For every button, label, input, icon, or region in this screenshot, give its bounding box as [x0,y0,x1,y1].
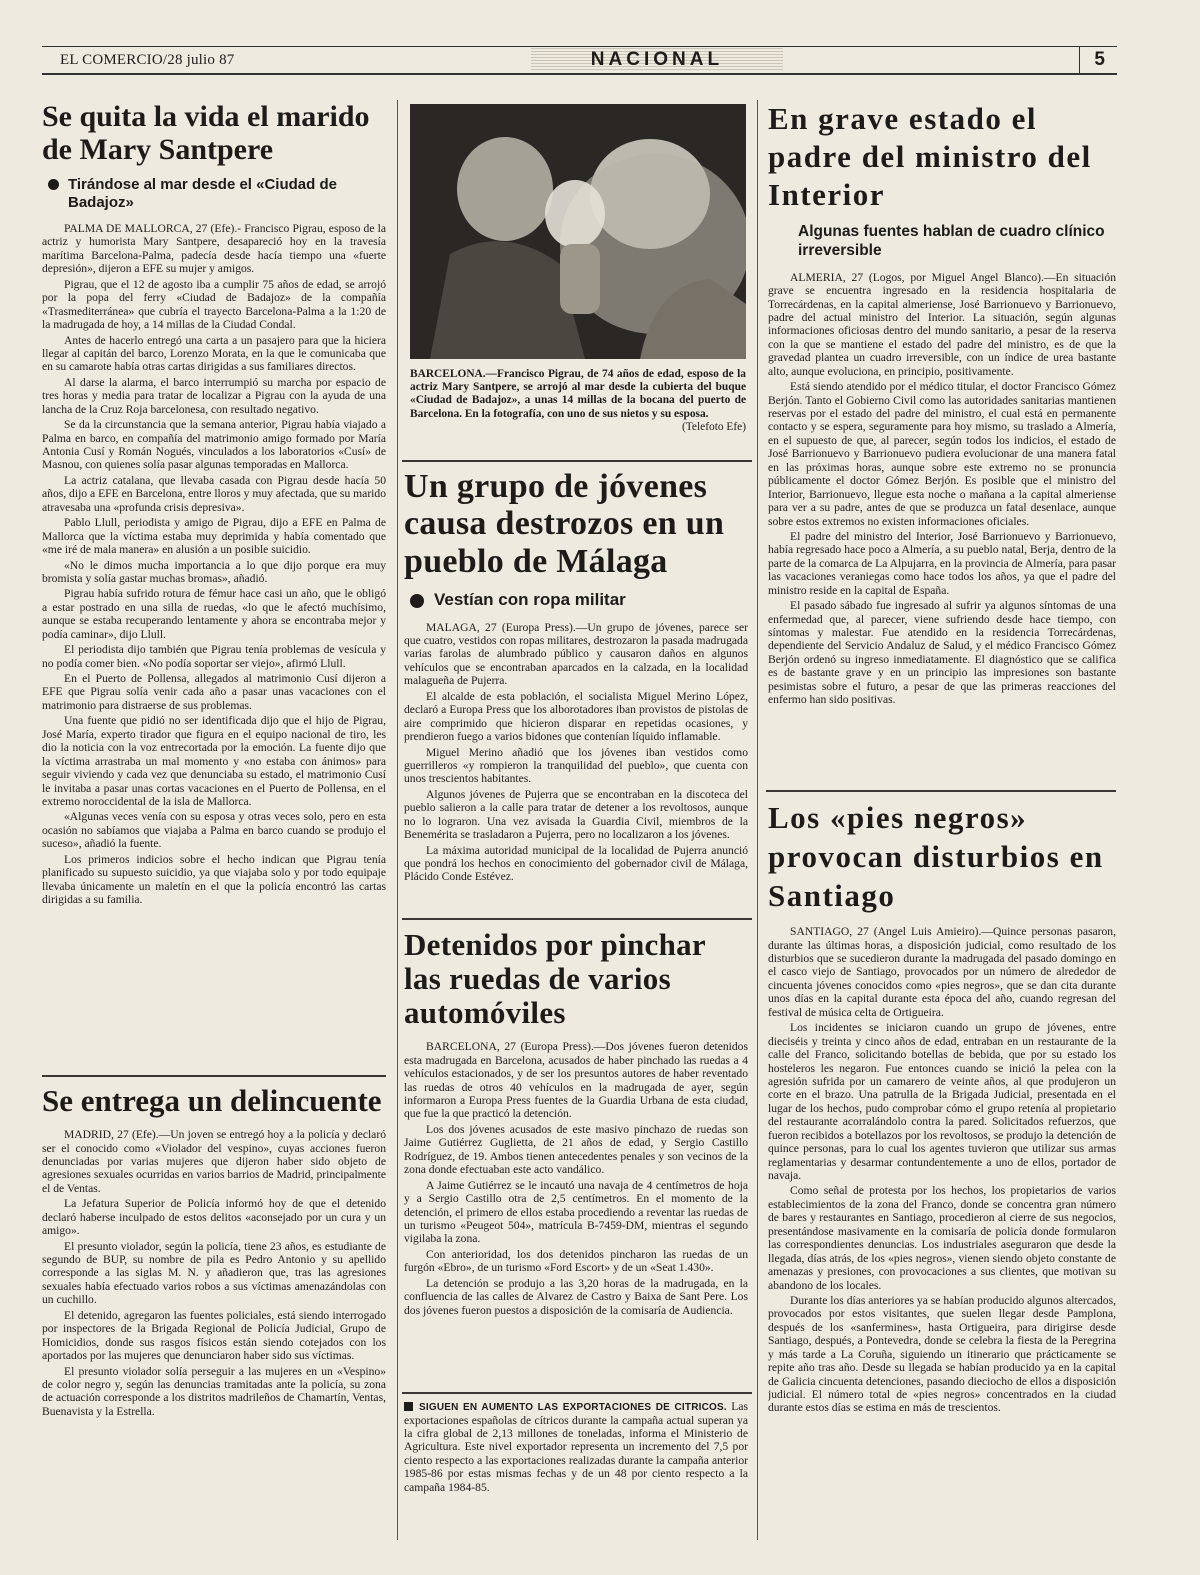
news-brief [404,1400,748,1540]
article-separator [766,790,1116,792]
article-headline: Se quita la vida el marido de Mary Santpere [42,100,370,166]
news-photo [410,104,746,359]
column-divider [397,100,398,1540]
paragraph: Pigrau había sufrido rotura de fémur hace casi un año, que le obligó a estar postrado en una silla de ruedas, «lo que le afectó muchísimo, aunque se estaba recuperando lentamente y ahora se encontraba mejor y podía caminar», dijo Llull. [42,587,386,641]
brief-body [404,1400,748,1494]
article-subhead [42,176,386,212]
paragraph: En el Puerto de Pollensa, allegados al matrimonio Cusí dijeron a EFE que Pigrau solía venir cada año a pasar unas vacaciones con el matrimonio para distraerse de sus problemas. [42,672,386,712]
paragraph: La detención se produjo a las 3,20 horas de la madrugada, en la confluencia de las calles de Alvarez de Castro y Baixa de Sant Pere. Los dos jóvenes fueron puestos a disposición de la comisaría de Audiencia. [404,1276,748,1317]
article-separator [402,460,752,462]
paragraph: El presunto violador, según la policía, tiene 23 años, es estudiante de segundo de BUP, su nombre de pila es Pedro Antonio y su apellido corresponde a las siglas M. N. y añadieron que, tras las agresiones sexuales había efectuado varios robos a sus víctimas amenazándolas con un cuchillo. [42,1239,386,1307]
article-separator [42,1075,386,1077]
article-separator [402,1392,752,1394]
bullet-icon [48,179,59,190]
paragraph: Miguel Merino añadió que los jóvenes iban vestidos como guerrilleros «y rompieron la tranquilidad del pueblo», que cuenta con unos trescientos habitantes. [404,745,748,786]
paragraph: Algunos jóvenes de Pujerra que se encontraban en la discoteca del pueblo salieron a la calle para tratar de detener a los revoltosos, aunque no lo lograron. Una vez avisada la Guardia Civil, miembros de la Benemérita se trasladaron a Pujerra, pero no localizaron a los jóvenes. [404,787,748,842]
paragraph: El alcalde de esta población, el socialista Miguel Merino López, declaró a Europa Press que los alborotadores iban provistos de pistolas de aire comprimido que hicieron disparar en repetidas ocasiones, y prendieron fuego a varios bidones que contenían líquido inflamable. [404,689,748,744]
paragraph: PALMA DE MALLORCA, 27 (Efe).- Francisco Pigrau, esposo de la actriz y humorista Mary Santpere, desapareció hoy en la travesía marítima Barcelona-Palma, padecía desde hacía tiempo una «fuerte depresión», dijeron a EFE su mujer y amigos. [42,222,386,276]
article-headline: Los «pies negros» provocan disturbios en Santiago [768,800,1104,914]
article-body [768,271,1116,707]
brief-text: Las exportaciones españolas de cítricos durante la campaña actual superan ya la cifra global de 2,13 millones de toneladas, informa el Ministerio de Agricultura. Este nivel exportador representa un incremento del 7,5 por ciento respecto a las exportaciones realizadas durante la campaña anterior 1985-86 por estas mismas fechas y de un 48 por ciento respecto a la campaña 1984-85. [404,1400,748,1494]
paragraph: Los primeros indicios sobre el hecho indican que Pigrau tenía planificado su supuesto suicidio, ya que viajaba solo y por todo equipaje llevaba únicamente un maletín en el que la policía encontró las cartas dirigidas a su familia. [42,852,386,906]
bullet-icon [410,594,424,608]
paragraph: El detenido, agregaron las fuentes policiales, está siendo interrogado por inspectores de la Brigada Regional de Policía Judicial, Grupo de Homicidios, donde sus rasgos físicos están siendo cotejados con los aportados por las mujeres que denunciaron haber sido sus víctimas. [42,1308,386,1363]
subhead-text: Tirándose al mar desde el «Ciudad de Badajoz» [68,176,337,211]
paragraph: Al darse la alarma, el barco interrumpió su marcha por espacio de tres horas y media para tratar de localizar a Pigrau con la ayuda de una lancha de la Cruz Roja barcelonesa, con resultado negativo. [42,375,386,416]
paragraph: «Algunas veces venía con su esposa y otras veces solo, pero en esta ocasión no sabíamos que viajaba a Palma en barco cuando se produjo el suceso», añadió la fuente. [42,810,386,851]
paragraph: Pigrau, que el 12 de agosto iba a cumplir 75 años de edad, se arrojó por la popa del ferry «Ciudad de Badajoz» de la compañía «Trasmediterránea» que cubría el trayecto Barcelona-Palma a la 1:20 de la madrugada de hoy, a 14 millas de la Ciudad Condal. [42,277,386,332]
article-body [404,1040,748,1317]
paragraph: Se da la circunstancia que la semana anterior, Pigrau había viajado a Palma en barco, en compañía del matrimonio amigo formado por María Antonia Cusí y Román Nogués, vinculados a los laboratorios «Cusí» de Masnou, con quienes solía pasar algunas temporadas en Mallorca. [42,418,386,472]
subhead-text: Vestían con ropa militar [434,590,626,610]
photo-illustration [410,104,746,359]
article-headline: En grave estado el padre del ministro del Interior [768,101,1092,212]
article-ministro [768,100,1116,772]
article-headline: Un grupo de jóvenes causa destrozos en un pueblo de Málaga [404,468,725,580]
section-title: NACIONAL [531,48,783,72]
article-malaga [404,468,748,908]
photo-credit: (Telefoto Efe) [681,420,746,433]
caption-text: BARCELONA.—Francisco Pigrau, de 74 años de edad, esposo de la actriz Mary Santpere, se arrojó al mar desde la cubierta del buque «Ciudad de Badajoz», a unas 14 millas de la bocana del puerto de Barcelona. En la fotografía, con uno de sus nietos y su esposa. [410,368,746,420]
article-delincuente [42,1084,386,1534]
square-bullet-icon [404,1402,413,1411]
subhead-text: Algunas fuentes hablan de cuadro clínico irreversible [798,223,1105,260]
paragraph: Con anterioridad, los dos detenidos pincharon las ruedas de un furgón «Ebro», de un turismo «Ford Escort» y de un «Seat 1.430». [404,1247,748,1275]
page-number: 5 [1079,47,1117,73]
paragraph: El presunto violador solía perseguir a las mujeres en un «Vespino» de color negro y, según las denuncias tramitadas ante la policía, su zona de actuación corresponde a los distritos madrileños de Chamartín, Ventas, Buenavista y la Estrella. [42,1364,386,1418]
paragraph: Los dos jóvenes acusados de este masivo pinchazo de ruedas son Jaime Gutiérrez Guglietta, de 21 años de edad, y Sergio Castillo Rodríguez, de 19. Ambos tienen antecedentes penales y son vecinos de la zona donde efectuaban este acto vandálico. [404,1122,748,1177]
paragraph: Una fuente que pidió no ser identificada dijo que el hijo de Pigrau, José María, experto tirador que figura en el equipo nacional de tiro, les dio la noticia con la voz entrecortada por la emoción. La fuente dijo que la víctima arrastraba un mal momento y «no estaba con ánimos» para seguir viviendo y cada vez que denunciaba su estado, el matrimonio Cusí le invitaba a pasar unas cortas vacaciones en el Puerto de Pollensa, en el extremo noroccidental de la isla de Mallorca. [42,714,386,808]
article-body [42,1128,386,1418]
paragraph: MADRID, 27 (Efe).—Un joven se entregó hoy a la policía y declaró ser el conocido como «Violador del vespino», cuyas acciones fueron denunciadas por varias mujeres que dijeron haber sido objeto de agresiones sexuales ocurridas en varios barrios de Madrid, principalmente el de Ventas. [42,1128,386,1195]
paragraph: Antes de hacerlo entregó una carta a un pasajero para que la hiciera llegar al capitán del barco, Lorenzo Morata, en la que le comunicaba que en su camarote había otras cartas dirigidas a sus familiares directos. [42,333,386,374]
paragraph: Pablo Llull, periodista y amigo de Pigrau, dijo a EFE en Palma de Mallorca que la víctima estaba muy deprimida y había comentado que «me iré de mala manera» en alusión a un posible suicidio. [42,516,386,557]
article-headline: Se entrega un delincuente [42,1084,382,1118]
paragraph: El periodista dijo también que Pigrau tenía problemas de vesícula y no podía comer bien. «No podía soportar ser viejo», afirmó Llull. [42,643,386,670]
paragraph: A Jaime Gutiérrez se le incautó una navaja de 4 centímetros de hoja y a Sergio Castillo otra de 2,5 centímetros. En el momento de la detención, el primero de ellos estaba procediendo a reventar las ruedas de un turismo «Peugeot 504», matrícula B-7459-DM, mientras el segundo vigilaba la zona. [404,1178,748,1246]
paragraph: «No le dimos mucha importancia a lo que dijo porque era muy bromista y solía gastar muchas bromas», añadió. [42,558,386,585]
paragraph: Los incidentes se iniciaron cuando un grupo de jóvenes, entre dieciséis y treinta y cinco años de edad, entraban en un restaurante de la calle del Franco, solicitando botellas de bebida, que por su estado los hosteleros les negaron. Fue entonces cuando se inició la pelea con la agresión sufrida por un camarero de veinte años, al que produjeron un corte en el brazo. Una patrulla de la Brigada Judicial, presentada en el lugar de los hechos, pudo comprobar cómo el grupo retenía al propietario del restaurante acorralándolo contra la pared. Solicitados refuerzos, que fueron recibidos a botellazos por los revoltosos, se produjo la detención de quince personas, para lo cual los agentes tuvieron que utilizar sus armas reglamentarias y desarmar contundentemente a uno de ellos, portador de navaja. [768,1021,1116,1183]
article-separator [402,918,752,920]
newspaper-date: EL COMERCIO/28 julio 87 [60,51,235,68]
page-header [42,46,1117,75]
paragraph: El padre del ministro del Interior, José Barrionuevo y Barrionuevo, había regresado hace poco a Almería, a su pueblo natal, Berja, dentro de la parte de la comarca de La Alpujarra, en la provincia de Almería, para pasar las vacaciones veraniegas como hace todos los años, ya que el padre del ministro reside en la capital de España. [768,529,1116,597]
paragraph: ALMERIA, 27 (Logos, por Miguel Angel Blanco).—En situación grave se encuentra ingresado en la residencia hospitalaria de Torrecárdenas, en la capital almeriense, José Barrionuevo y Barrionuevo, padre del actual ministro del Interior. La situación, según algunas informaciones oficiosas dentro del mundo sanitario, a pesar de la reserva con la que se mantiene el estado del padre del ministro, es de que la gravedad plantea un cuadro irreversible, con un índice de urea bastante alto, aunque evoluciona, en principio, positivamente. [768,270,1116,378]
article-body [768,925,1116,1415]
paragraph: Como señal de protesta por los hechos, los propietarios de varios establecimientos de la zona del Franco, donde se concentra gran número de bares y restaurantes en Santiago, procedieron al cierre de sus negocios, presentándose masivamente en la comisaría de policía donde formularon las correspondientes denuncias. Los industriales aseguraron que desde la llegada, días atrás, de los «pies negros», vienen siendo objeto constante de amenazas y presiones, con provocaciones a sus clientes, que motivan su abandono de los locales. [768,1184,1116,1292]
article-headline: Detenidos por pinchar las ruedas de varios automóviles [404,928,706,1031]
paragraph: La Jefatura Superior de Policía informó hoy de que el detenido declaró haberse inculpado de estos delitos «aconsejado por un cura y un amigo». [42,1197,386,1238]
brief-heading: SIGUEN EN AUMENTO LAS EXPORTACIONES DE CITRICOS. [419,1402,727,1413]
article-body [42,222,386,906]
article-body [404,621,748,884]
paragraph: El pasado sábado fue ingresado al sufrir ya algunos síntomas de una enfermedad que, al parecer, viene sufriendo desde hace tiempo, con síntomas y malestar. Fue atendido en la residencia Torrecárdenas, dependiente del Servicio Andaluz de Salud, y el médico Francisco Gómez Berjón ordenó su ingreso inmediatamente. El diagnóstico que se califica es de bastante grave y en un principio las impresiones son bastante pesimistas sobre el futuro, a pesar de que las primeras reacciones del enfermo han sido positivas. [768,599,1116,707]
photo-caption [410,368,746,434]
article-subhead [768,223,1116,260]
paragraph: La actriz catalana, que llevaba casada con Pigrau desde hacía 50 años, dijo a EFE en Barcelona, entre lloros y muy afectada, que su marido atravesaba una «profunda crisis depresiva». [42,473,386,514]
paragraph: SANTIAGO, 27 (Angel Luis Amieiro).—Quince personas pasaron, durante las últimas horas, a disposición judicial, como resultado de los disturbios que se sucedieron durante la madrugada del pasado domingo en el casco viejo de Santiago, provocados por un número de alrededor de cincuenta jóvenes conocidos como «pies negros», que se dan cita durante unos días en la capital durante esta época del año, cuando regresan del festival de música celta de Ortigueira. [768,925,1116,1019]
paragraph: Durante los días anteriores ya se habían producido algunos altercados, provocados por estos visitantes, que suelen llegar desde Pamplona, después de los «sanfermines», hasta Ortigueira, para dirigirse desde Santiago, después, a Pontevedra, donde se celebra la fiesta de la Peregrina y más tarde a La Coruña, siguiendo un itinerario que prácticamente se repite año tras año. Desde su llegada se habían producido ya en la capital de Galicia cincuenta detenciones, pasando dieciocho de ellos a disposición judicial. El número total de «pies negros» concentrados en la ciudad durante estos días se estima en más de trescientos. [768,1293,1116,1415]
paragraph: Está siendo atendido por el médico titular, el doctor Francisco Gómez Berjón. Tanto el Gobierno Civil como las autoridades sanitarias mantienen reservas por el estado del padre del ministro, el cual está en permanente contacto y se espera, seguramente para hoy mismo, su traslado a Almería, en el supuesto de que, al parecer, según todos los indicios, el estado de José Barrionuevo y Barrionuevo pudiera evolucionar de una manera fatal en las próximas horas, aunque sobre este extremo no se pronuncia públicamente el doctor Gómez Berjón. Es posible que el ministro del Interior, Barrionuevo, llegue esta noche o mañana a la capital almeriense para ver a su padre, antes de que se produzca un fatal desenlace, aunque sobre estos extremos no existen informaciones oficiales. [768,380,1116,528]
paragraph: La máxima autoridad municipal de la localidad de Pujerra anunció que pondrá los hechos en conocimiento del gobernador civil de Málaga, Plácido Conde Estévez. [404,843,748,884]
article-santiago [768,798,1116,1538]
article-suicide [42,100,386,1066]
paragraph: MALAGA, 27 (Europa Press).—Un grupo de jóvenes, parece ser que cuatro, vestidos con ropas militares, destrozaron la pasada madrugada varias farolas de alumbrado público y causaron daños en algunos vehículos que se encontraban aparcados en la calzada, en la localidad malagueña de Pujerra. [404,620,748,688]
article-ruedas [404,928,748,1388]
column-divider [757,100,758,1540]
article-subhead [404,590,748,610]
paragraph: BARCELONA, 27 (Europa Press).—Dos jóvenes fueron detenidos esta madrugada en Barcelona, acusados de haber pinchado las ruedas a 4 vehículos estacionados, y de ser los presuntos autores de haber reventado las ruedas de otros 40 vehículos en la madrugada de ayer, según informaron a Europa Press fuentes de la Guardia Urbana de esta ciudad, que fue la que practicó la detención. [404,1040,748,1121]
